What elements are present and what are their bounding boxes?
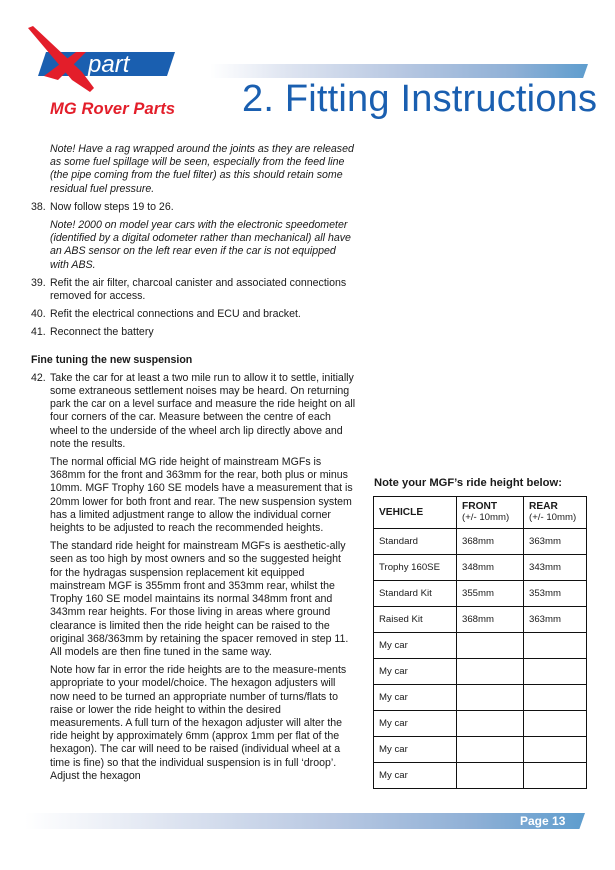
- step-paragraph: Take the car for at least a two mile run to allow it to settle, initially some extraneous settlement noises may be heard. On returning park the car on a level surface and measure the ride height on all four corners of the car. Measure between the centre of each wheel to the underside of the wheel arch lip directly above and note the results.: [50, 371, 356, 450]
- header-gradient-bar: [210, 64, 588, 78]
- step-text: Refit the electrical connections and ECU and bracket.: [50, 308, 301, 321]
- step-number: 42.: [31, 371, 46, 384]
- cell-front: 368mm: [457, 607, 524, 633]
- table-row: [374, 607, 587, 633]
- cell-vehicle: My car: [374, 711, 457, 737]
- svg-text:part: part: [88, 51, 130, 78]
- cell-vehicle: Trophy 160SE: [374, 555, 457, 581]
- table-row: [374, 555, 587, 581]
- cell-front: 348mm: [457, 555, 524, 581]
- table-row-my-car: [374, 685, 587, 711]
- cell-rear-entry[interactable]: [524, 763, 587, 789]
- ride-height-table: [373, 496, 587, 789]
- cell-front-entry[interactable]: [457, 711, 524, 737]
- step-number: 38.: [31, 200, 46, 213]
- cell-front-entry[interactable]: [457, 633, 524, 659]
- cell-vehicle: Standard: [374, 529, 457, 555]
- header-front: FRONT (+/- 10mm): [457, 497, 524, 529]
- table-header-row: [374, 497, 587, 529]
- step-paragraph: The standard ride height for mainstream MGFs is aesthetic-ally seen as too high by most owners and so the suggested height for the hydragas suspension replacement kit equipped mainstream MGF is 355mm front and 353mm rear, whilst the Trophy 160 SE model maintains its normal 348mm front and 343mm rear heights. For those living in areas where ground clearance is limited then the ride height can be raised to the original 368/363mm by retaining the spacer removed in step 11. All models are then fine tuned in the same way.: [50, 540, 349, 658]
- cell-vehicle: My car: [374, 659, 457, 685]
- table-row: [374, 581, 587, 607]
- cell-rear: 343mm: [524, 555, 587, 581]
- cell-rear-entry[interactable]: [524, 685, 587, 711]
- xpart-logo: [20, 22, 190, 122]
- logo-subtitle: MG Rover Parts: [50, 100, 176, 118]
- cell-front: 368mm: [457, 529, 524, 555]
- cell-rear: 363mm: [524, 607, 587, 633]
- page-title: 2. Fitting Instructions: [242, 78, 598, 120]
- footer-gradient-bar: [25, 813, 585, 829]
- xpart-logo-icon: [20, 22, 190, 102]
- table-row-my-car: [374, 763, 587, 789]
- cell-rear-entry[interactable]: [524, 659, 587, 685]
- step-42: [31, 372, 356, 783]
- step-text: Reconnect the battery: [50, 326, 154, 339]
- cell-vehicle: My car: [374, 633, 457, 659]
- cell-rear: 353mm: [524, 581, 587, 607]
- cell-rear-entry[interactable]: [524, 633, 587, 659]
- cell-vehicle: My car: [374, 685, 457, 711]
- fuel-spillage-note: Note! Have a rag wrapped around the joints as they are released as some fuel spillage will be seen, especially from the feed line (the pipe coming from the fuel filter) as this should retain some residual fuel pressure.: [50, 143, 354, 195]
- cell-front-entry[interactable]: [457, 659, 524, 685]
- cell-vehicle: My car: [374, 763, 457, 789]
- section-heading-fine-tuning: Fine tuning the new suspension: [31, 353, 193, 366]
- cell-front: 355mm: [457, 581, 524, 607]
- cell-vehicle: My car: [374, 737, 457, 763]
- table-row-my-car: [374, 711, 587, 737]
- step-number: 41.: [31, 326, 46, 339]
- cell-front-entry[interactable]: [457, 685, 524, 711]
- abs-sensor-note: Note! 2000 on model year cars with the electronic speedometer (identified by a digital odometer rather than mechanical) all have an ABS sensor on the left rear even if the car is not equipped with ABS.: [50, 219, 351, 271]
- table-row: [374, 529, 587, 555]
- ride-height-caption: Note your MGF’s ride height below:: [374, 477, 562, 489]
- table-row-my-car: [374, 633, 587, 659]
- cell-vehicle: Raised Kit: [374, 607, 457, 633]
- cell-vehicle: Standard Kit: [374, 581, 457, 607]
- cell-front-entry[interactable]: [457, 737, 524, 763]
- cell-rear-entry[interactable]: [524, 737, 587, 763]
- cell-rear-entry[interactable]: [524, 711, 587, 737]
- step-41: [31, 326, 356, 339]
- cell-rear: 363mm: [524, 529, 587, 555]
- step-40: [31, 308, 356, 321]
- step-number: 39.: [31, 276, 46, 289]
- instructions-column: [31, 143, 356, 788]
- table-row-my-car: [374, 737, 587, 763]
- page-number: Page 13: [520, 814, 566, 828]
- header-vehicle: VEHICLE: [374, 497, 457, 529]
- step-text: Now follow steps 19 to 26.: [50, 200, 174, 213]
- step-39: [31, 277, 356, 303]
- step-paragraph: The normal official MG ride height of mainstream MGFs is 368mm for the front and 363mm for the rear, both plus or minus 10mm. MGF Trophy 160 SE models have a measurement that is 20mm lower for both front and rear. The new suspension system has a limited adjustment range to allow the individual corner heights to be adjusted to reach the recommended heights.: [50, 456, 353, 535]
- cell-front-entry[interactable]: [457, 763, 524, 789]
- step-paragraph: Note how far in error the ride heights are to the measure-ments appropriate to your model/choice. The hexagon adjusters will now need to be turned an appropriate number of turns/flats to raise or lower the ride height to within the desired measurements. A full turn of the hexagon adjuster will alter the ride height by approximately 6mm (approx 1mm per flat of the hexagon). The car will need to be raised (individual wheel at a time is fine) so that the individual suspension is in full ‘droop’. Adjust the hexagon: [50, 664, 347, 782]
- step-text: Refit the air filter, charcoal canister and associated connections removed for access.: [50, 276, 347, 303]
- step-number: 40.: [31, 308, 46, 321]
- table-row-my-car: [374, 659, 587, 685]
- header-rear: REAR (+/- 10mm): [524, 497, 587, 529]
- step-38: [31, 201, 356, 272]
